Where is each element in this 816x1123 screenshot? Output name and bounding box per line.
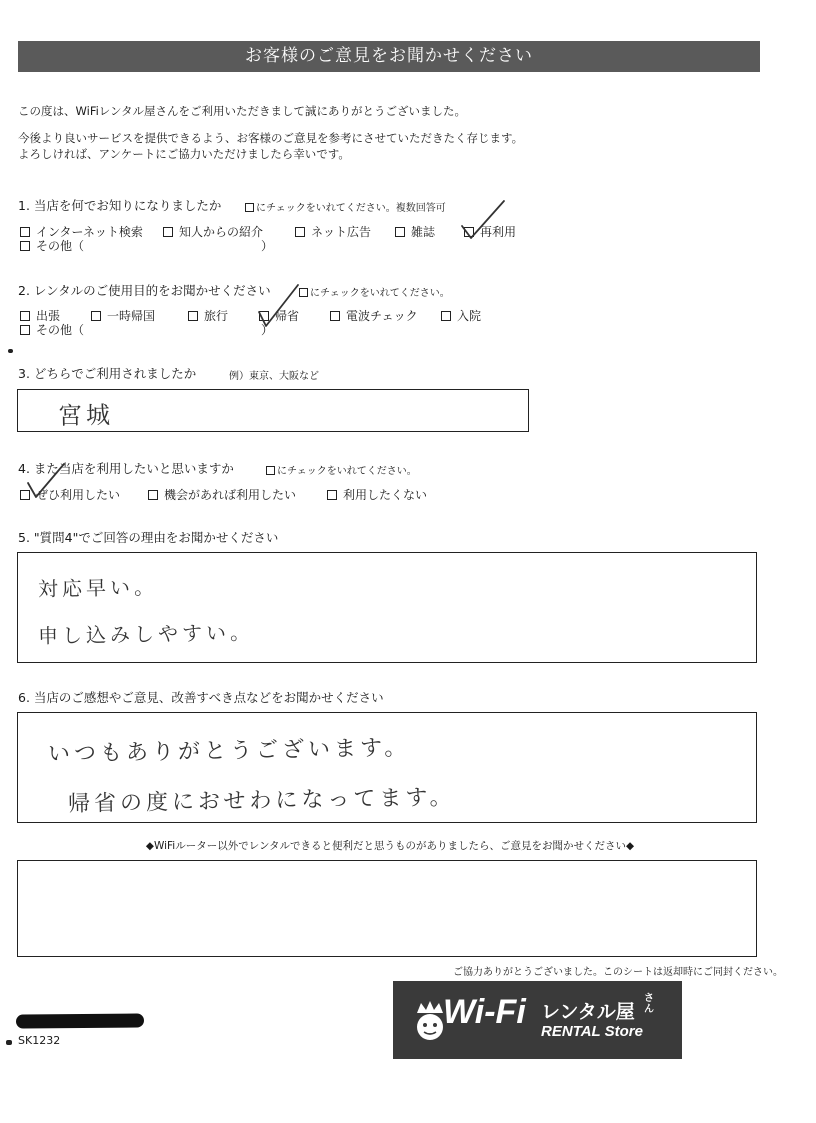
q2-option-homecoming[interactable]: 帰省	[259, 307, 299, 324]
q6-title: 6. 当店のご感想やご意見、改善すべき点などをお聞かせください	[18, 690, 384, 705]
sheet-code: SK1232	[18, 1034, 61, 1047]
q2-hint: にチェックをいれてください。	[299, 284, 450, 299]
checkbox-icon[interactable]	[148, 490, 158, 500]
logo-san-text: さん	[644, 993, 654, 1015]
q6-answer-line-2: 帰省の度におせわになってます。	[67, 785, 456, 817]
checkbox-icon[interactable]	[20, 227, 30, 237]
q1-option-reuse[interactable]: 再利用	[464, 223, 516, 240]
logo-jp-text: レンタル屋	[541, 1001, 635, 1023]
q2-option-other[interactable]: その他（	[20, 321, 84, 338]
q7-answer-box[interactable]	[17, 860, 757, 957]
checkbox-icon[interactable]	[188, 311, 198, 321]
intro-line-3: よろしければ、アンケートにご協力いただけましたら幸いです。	[18, 147, 350, 161]
store-logo	[393, 981, 682, 1059]
q4-hint: にチェックをいれてください。	[266, 462, 417, 477]
checkbox-icon[interactable]	[327, 490, 337, 500]
q4-option-no[interactable]: 利用したくない	[327, 486, 427, 503]
q1-option-referral[interactable]: 知人からの紹介	[163, 223, 263, 240]
page-title: お客様のご意見をお聞かせください	[18, 41, 760, 72]
q5-answer-line-1: 対応早い。	[37, 574, 159, 601]
q5-answer-box[interactable]	[17, 552, 757, 663]
q6-answer-line-1: いつもありがとうございます。	[47, 735, 411, 767]
q2-option-hospital[interactable]: 入院	[441, 307, 481, 324]
handwritten-check-icon	[256, 282, 302, 332]
handwritten-check-icon	[458, 198, 508, 242]
handwritten-check-icon	[24, 461, 68, 501]
q1-hint: にチェックをいれてください。複数回答可	[245, 199, 446, 214]
checkbox-icon	[245, 203, 254, 212]
checkbox-icon[interactable]	[20, 241, 30, 251]
logo-en-text: RENTAL Store	[541, 1023, 643, 1040]
q6-answer-box[interactable]	[17, 712, 757, 823]
checkbox-icon[interactable]	[163, 227, 173, 237]
q2-option-business[interactable]: 出張	[20, 307, 60, 324]
checkbox-icon[interactable]	[91, 311, 101, 321]
q4-option-definitely[interactable]: ぜひ利用したい	[20, 486, 120, 503]
q2-other-close: ）	[261, 323, 274, 337]
scan-mark	[6, 1040, 12, 1045]
checkbox-icon	[266, 466, 275, 475]
q2-title: 2. レンタルのご使用目的をお聞かせください	[18, 283, 271, 298]
q3-answer: 宮城	[57, 401, 115, 430]
checkbox-icon[interactable]	[20, 325, 30, 335]
intro-line-1: この度は、WiFiレンタル屋さんをご利用いただきまして誠にありがとうございました。	[18, 104, 467, 118]
checkbox-icon[interactable]	[20, 311, 30, 321]
q1-option-magazine[interactable]: 雑誌	[395, 223, 435, 240]
checkbox-icon[interactable]	[330, 311, 340, 321]
q7-title: ◆WiFiルーター以外でレンタルできると便利だと思うものがありましたら、ご意見をお聞かせください◆	[145, 840, 635, 852]
checkbox-icon[interactable]	[441, 311, 451, 321]
logo-wifi-text: Wi-Fi	[443, 993, 526, 1031]
q2-option-travel[interactable]: 旅行	[188, 307, 228, 324]
q5-answer-line-2: 申し込みしやすい。	[37, 620, 255, 648]
q4-title: 4. また当店を利用したいと思いますか	[18, 461, 234, 476]
q1-other-close: ）	[261, 239, 274, 253]
q2-option-temporary-return[interactable]: 一時帰国	[91, 307, 155, 324]
q2-option-signal-check[interactable]: 電波チェック	[330, 307, 418, 324]
q5-title: 5. "質問4"でご回答の理由をお聞かせください	[18, 530, 279, 545]
q3-title: 3. どちらでご利用されましたか	[18, 366, 197, 381]
q1-option-search[interactable]: インターネット検索	[20, 223, 143, 240]
footer-thanks: ご協力ありがとうございました。このシートは返却時にご同封ください。	[453, 967, 783, 978]
q3-hint: 例）東京、大阪など	[229, 371, 319, 382]
q1-option-net-ad[interactable]: ネット広告	[295, 223, 371, 240]
q4-option-if-chance[interactable]: 機会があれば利用したい	[148, 486, 296, 503]
q1-option-other[interactable]: その他（	[20, 237, 84, 254]
checkbox-icon[interactable]	[295, 227, 305, 237]
scan-mark	[8, 349, 13, 353]
checkbox-icon[interactable]	[395, 227, 405, 237]
intro-line-2: 今後より良いサービスを提供できるよう、お客様のご意見を参考にさせていただきたく存じます。	[18, 131, 524, 145]
q1-title: 1. 当店を何でお知りになりましたか	[18, 198, 222, 213]
redacted-id	[16, 1013, 144, 1028]
q3-answer-box[interactable]	[17, 389, 529, 432]
